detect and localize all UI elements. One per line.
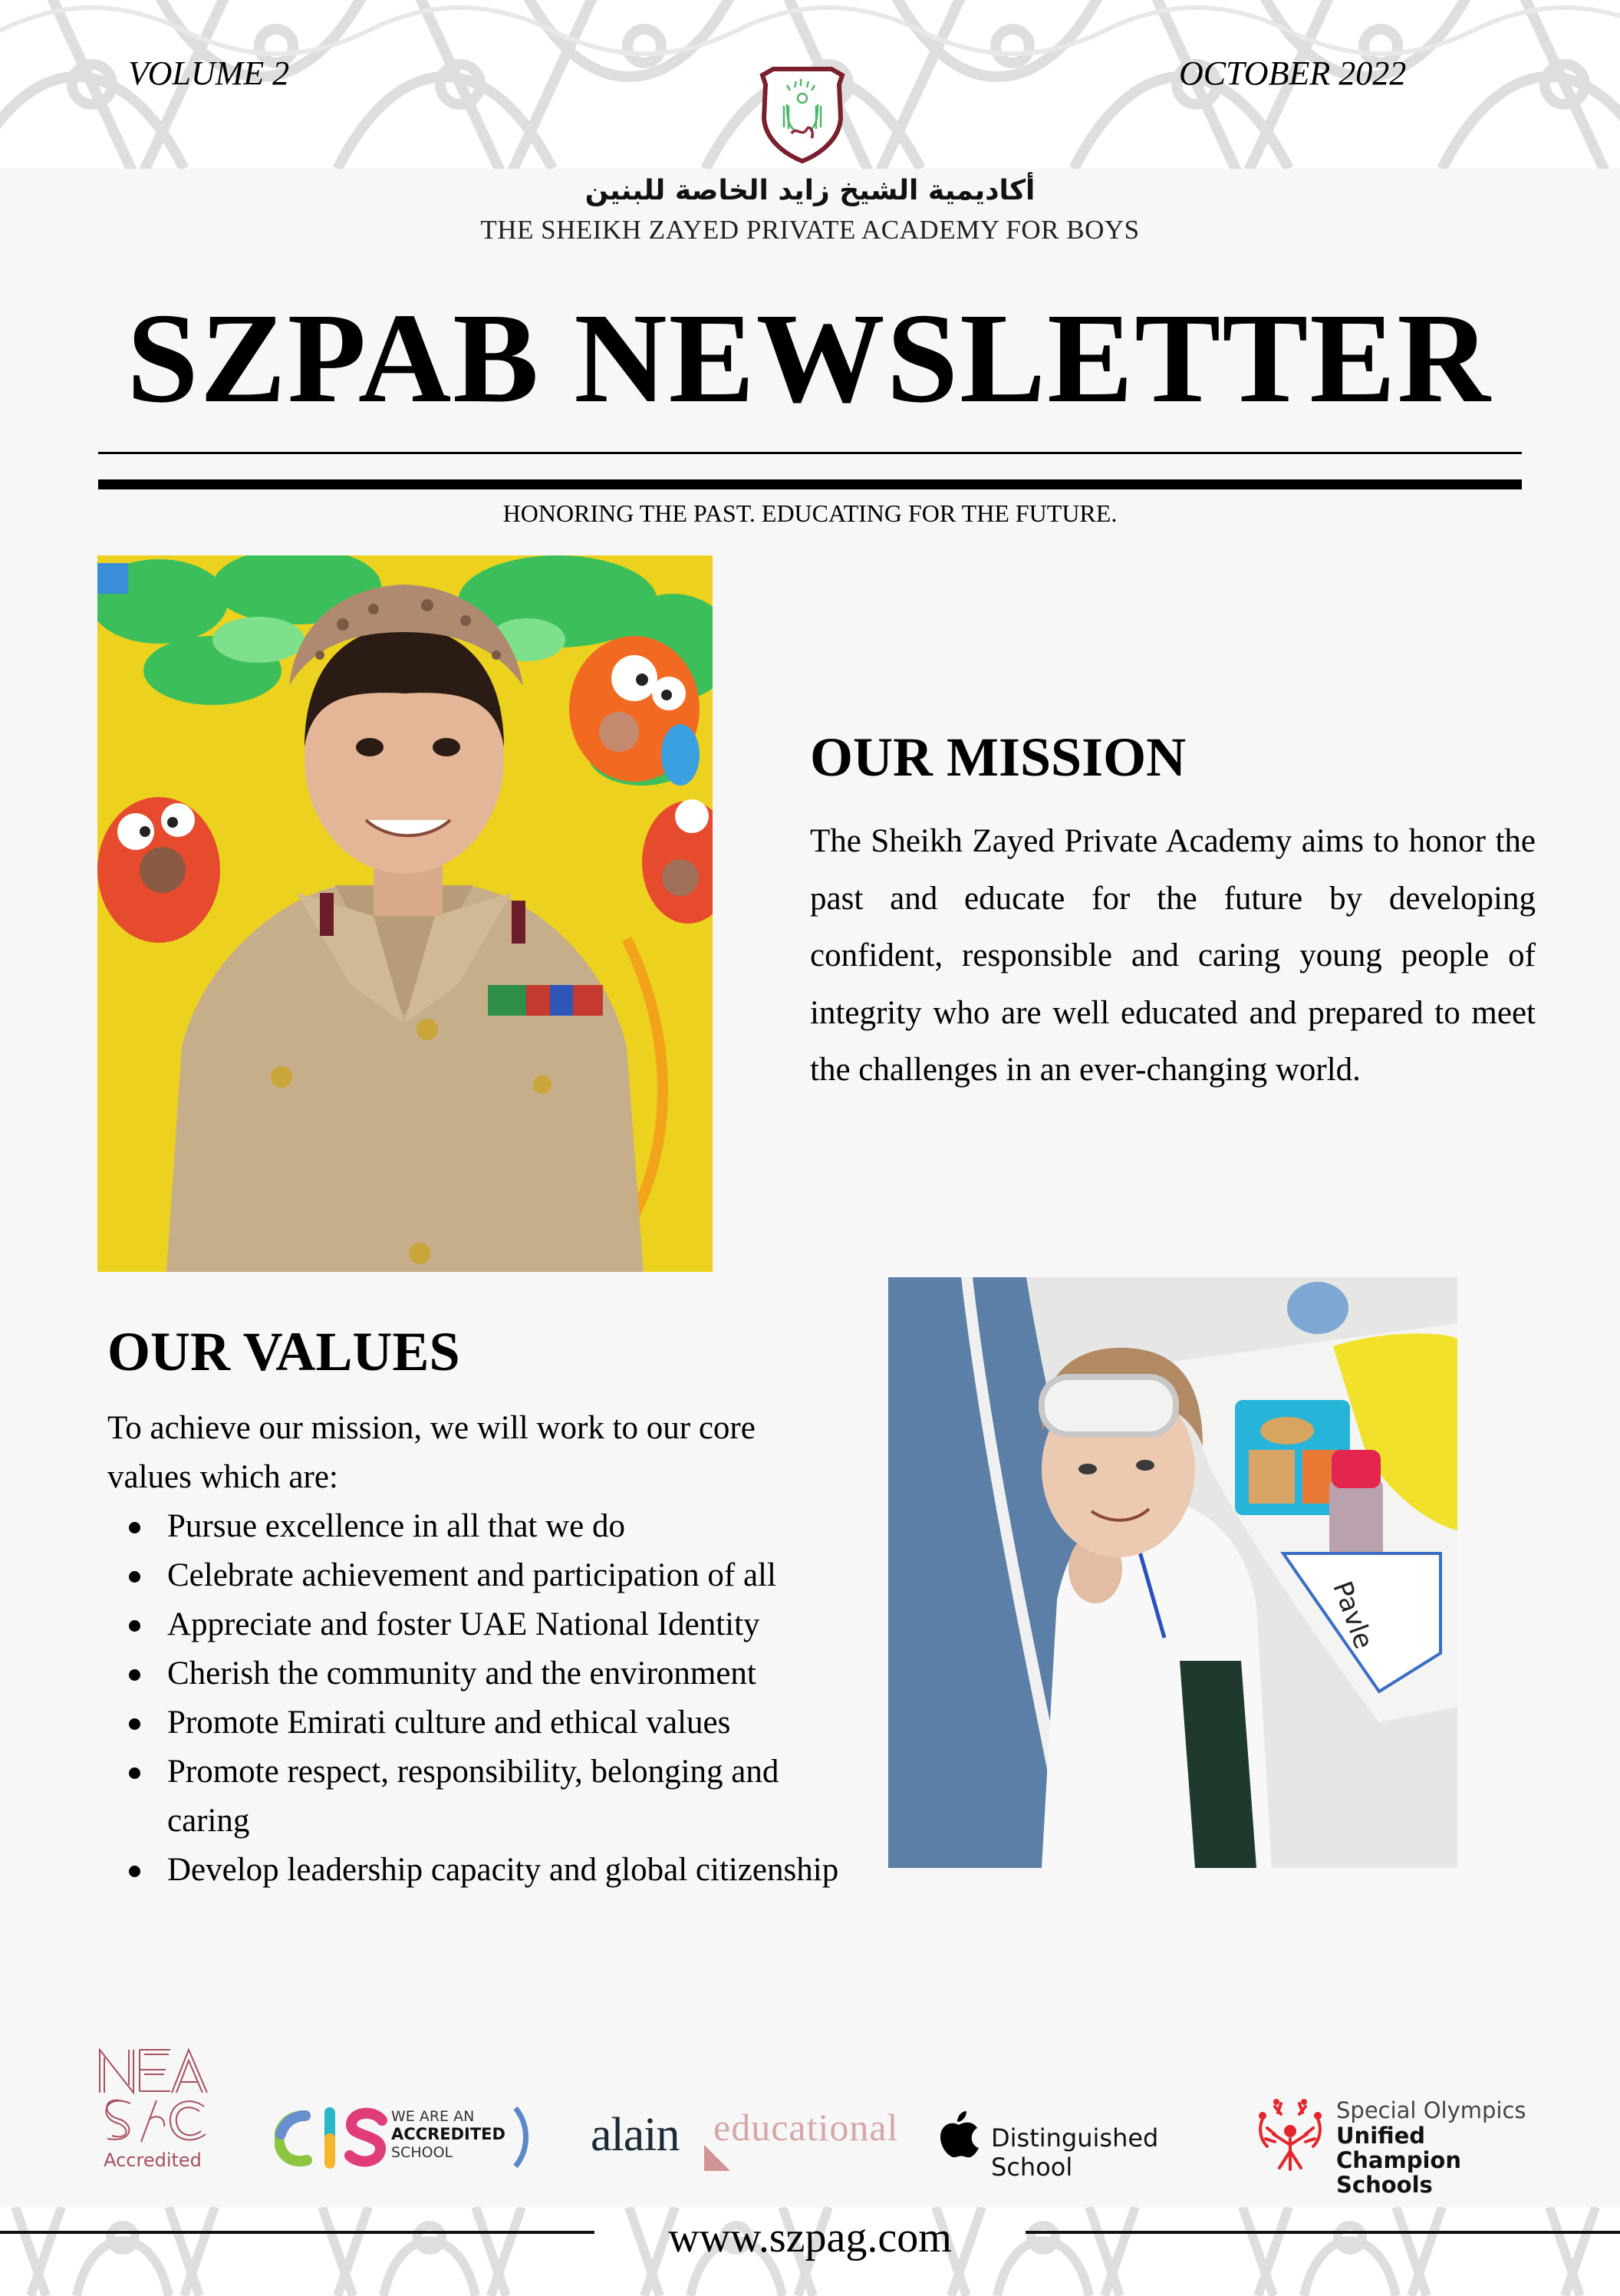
special-olympics-figure-icon [1252, 2096, 1329, 2172]
special-olympics-line-2-3 [1336, 2123, 1543, 2197]
cis-accredited-logo [275, 2103, 535, 2172]
values-list-item: Develop leadership capacity and global citizenship [107, 1846, 844, 1895]
photo-boy-lab-coat [888, 1277, 1457, 1868]
alain-wordmark: alain [591, 2109, 680, 2161]
neasc-accredited-logo [95, 2047, 210, 2169]
values-intro: To achieve our mission, we will work to our core values which are: [107, 1410, 756, 1495]
tagline: HONORING THE PAST. EDUCATING FOR THE FUTURE. [502, 499, 1118, 527]
name-tag-text: Pavle [1326, 1577, 1379, 1653]
volume-label: VOLUME 2 [128, 54, 290, 92]
neasc-logo-icon [95, 2047, 210, 2146]
cis-line-3: SCHOOL [391, 2144, 453, 2161]
values-list-item: Cherish the community and the environment [107, 1649, 844, 1698]
mission-text: The Sheikh Zayed Private Academy aims to honor the past and educate for the future by developing confident, responsible and caring young people of integrity who are well educated and prepared to meet the challenges in an ever-changing world. [810, 823, 1536, 1088]
apple-distinguished-school-logo [934, 2108, 1241, 2182]
newsletter-title: SZPAB NEWSLETTER [127, 287, 1492, 430]
school-name-english: THE SHEIKH ZAYED PRIVATE ACADEMY FOR BOYS [480, 215, 1140, 245]
title-rule-thin [98, 452, 1522, 454]
special-olympics-line-1: Special Olympics [1336, 2097, 1526, 2123]
website-link[interactable]: www.szpag.com [668, 2214, 952, 2261]
values-list-item: Promote Emirati culture and ethical values [107, 1698, 844, 1748]
cis-line-2: ACCREDITED [391, 2125, 505, 2143]
photo-boy-lab-coat-image [888, 1277, 1457, 1868]
educational-wordmark: educational [713, 2106, 899, 2149]
values-list-item: Pursue excellence in all that we do [107, 1502, 844, 1551]
values-list-item: Appreciate and foster UAE National Identity [107, 1600, 844, 1649]
neasc-label: Accredited [104, 2149, 202, 2171]
school-name-arabic: أكاديمية الشيخ زايد الخاصة للبنين [584, 175, 1036, 206]
unified-champion-label: Unified Champion [1336, 2123, 1461, 2173]
apple-icon [937, 2108, 980, 2159]
photo-boy-uniform-image [97, 555, 713, 1272]
alain-educational-logo [591, 2100, 913, 2169]
schools-label: Schools [1336, 2172, 1433, 2198]
values-heading: OUR VALUES [107, 1321, 460, 1382]
shield-crest-icon [756, 64, 848, 164]
cis-bracket-icon [512, 2107, 531, 2168]
issue-date-label: OCTOBER 2022 [1179, 54, 1407, 92]
cis-letters-icon [275, 2103, 390, 2172]
cis-text [391, 2108, 505, 2162]
photo-boy-uniform [97, 555, 713, 1272]
special-olympics-logo [1252, 2093, 1543, 2198]
mission-heading: OUR MISSION [810, 726, 1187, 788]
cis-line-1: WE ARE AN [391, 2108, 475, 2125]
values-list-item: Promote respect, responsibility, belonging and caring [107, 1748, 844, 1846]
title-rule-thick [98, 479, 1522, 489]
footer-rule-right [1026, 2231, 1620, 2234]
distinguished-school-label: Distinguished School [991, 2123, 1159, 2182]
values-list-item: Celebrate achievement and participation of all [107, 1551, 844, 1600]
values-list [107, 1502, 844, 1895]
